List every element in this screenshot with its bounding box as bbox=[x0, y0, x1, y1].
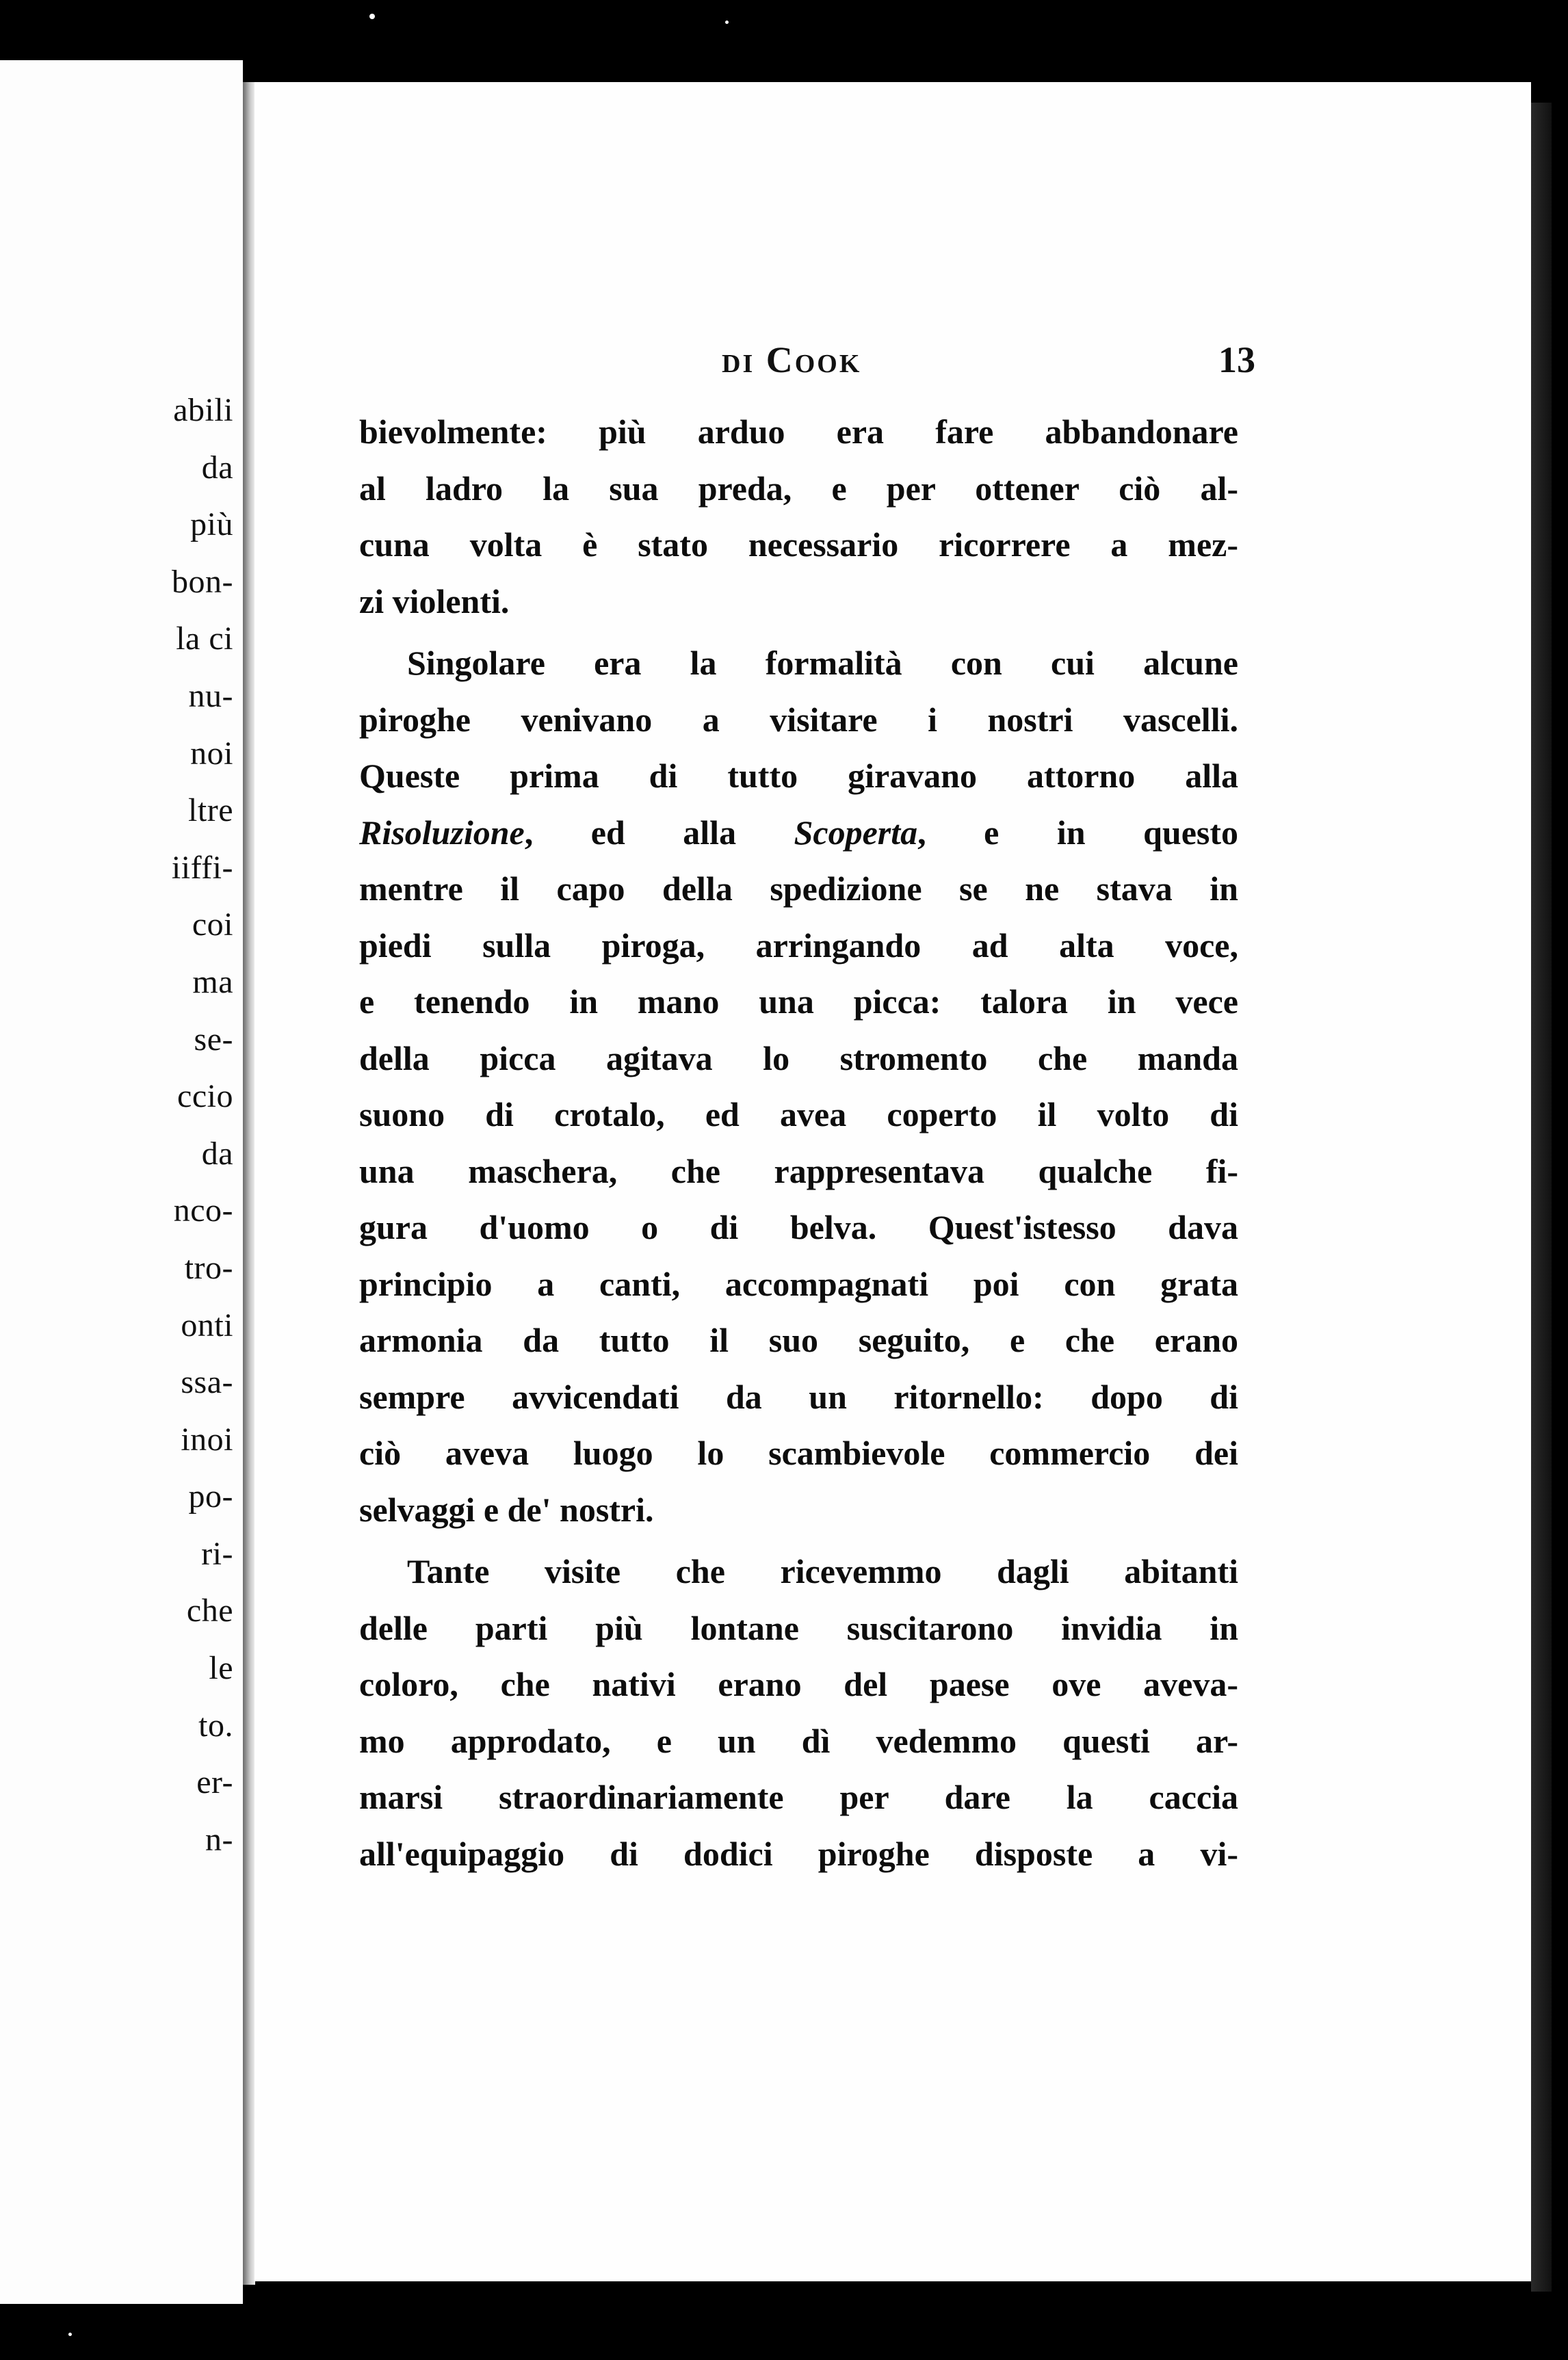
fragment: se- bbox=[194, 1021, 233, 1058]
running-title: di Cook bbox=[722, 339, 862, 380]
fragment: noi bbox=[190, 735, 233, 772]
fragment: coi bbox=[192, 906, 233, 943]
text-line: sempre avvicendati da un ritornello: dopo di bbox=[359, 1377, 1238, 1416]
text-line: Tante visite che ricevemmo dagli abitanti bbox=[407, 1552, 1238, 1590]
text-line: piroghe venivano a visitare i nostri vascelli. bbox=[359, 700, 1238, 739]
text-line: della picca agitava lo stromento che manda bbox=[359, 1038, 1238, 1077]
text-line: ciò aveva luogo lo scambievole commercio dei bbox=[359, 1434, 1238, 1472]
fragment: ccio bbox=[177, 1078, 233, 1115]
text-line: gura d'uomo o di belva. Quest'istesso dava bbox=[359, 1208, 1238, 1246]
text-line: Singolare era la formalità con cui alcune bbox=[407, 644, 1238, 682]
text-line: mo approdato, e un dì vedemmo questi ar- bbox=[359, 1721, 1238, 1760]
fragment: to. bbox=[198, 1707, 233, 1744]
text-fragment: , e in questo bbox=[917, 813, 1238, 852]
fragment: iiffi- bbox=[171, 849, 233, 886]
fragment: ltre bbox=[188, 792, 233, 829]
fragment: nco- bbox=[173, 1192, 233, 1229]
text-line: selvaggi e de' nostri. bbox=[359, 1490, 654, 1529]
scan-speck bbox=[68, 2333, 72, 2336]
text-line: coloro, che nativi erano del paese ove aveva- bbox=[359, 1665, 1238, 1703]
fragment: ri- bbox=[201, 1535, 233, 1572]
fragment: da bbox=[201, 449, 233, 486]
text-line: cuna volta è stato necessario ricorrere a mez- bbox=[359, 525, 1238, 564]
text-line: una maschera, che rappresentava qualche fi- bbox=[359, 1151, 1238, 1190]
text-line: armonia da tutto il suo seguito, e che erano bbox=[359, 1321, 1238, 1359]
body-text bbox=[359, 404, 1238, 1882]
text-line: marsi straordinariamente per dare la caccia bbox=[359, 1778, 1238, 1816]
text-line: delle parti più lontane suscitarono invidia in bbox=[359, 1608, 1238, 1647]
ship-name-scoperta: Scoperta bbox=[794, 813, 918, 852]
fragment: inoi bbox=[181, 1421, 233, 1458]
text-line: al ladro la sua preda, e per ottener ciò al- bbox=[359, 469, 1238, 508]
fragment: po- bbox=[188, 1478, 233, 1515]
fragment: n- bbox=[205, 1821, 233, 1858]
text-line: zi violenti. bbox=[359, 581, 510, 620]
scan-speck bbox=[725, 21, 729, 24]
fragment: abili bbox=[173, 392, 233, 428]
page-edge-shadow bbox=[1531, 103, 1552, 2292]
text-line: piedi sulla piroga, arringando ad alta voce, bbox=[359, 926, 1238, 965]
fragment: onti bbox=[181, 1307, 233, 1343]
text-fragment: , ed alla bbox=[524, 813, 794, 852]
fragment: da bbox=[201, 1135, 233, 1172]
text-line: Queste prima di tutto giravano attorno alla bbox=[359, 757, 1238, 795]
fragment: più bbox=[190, 506, 233, 543]
text-line: e tenendo in mano una picca: talora in vece bbox=[359, 982, 1238, 1021]
ship-name-risoluzione: Risoluzione bbox=[359, 813, 525, 852]
text-line: all'equipaggio di dodici piroghe disposte a vi- bbox=[359, 1834, 1238, 1873]
text-line: bievolmente: più arduo era fare abbandonare bbox=[359, 412, 1238, 451]
fragment: che bbox=[186, 1592, 233, 1629]
scan-speck bbox=[369, 14, 375, 19]
left-facing-page bbox=[0, 60, 243, 2304]
text-line-with-italics bbox=[359, 804, 1238, 861]
running-head bbox=[369, 339, 1255, 386]
fragment: ma bbox=[192, 963, 233, 1000]
page-number: 13 bbox=[1218, 339, 1255, 380]
left-page-text-fragments bbox=[65, 382, 243, 1868]
text-line: suono di crotalo, ed avea coperto il volto di bbox=[359, 1095, 1238, 1133]
fragment: bon- bbox=[172, 563, 233, 600]
fragment: le bbox=[209, 1650, 233, 1687]
book-gutter bbox=[243, 82, 255, 2285]
text-line: mentre il capo della spedizione se ne stava in bbox=[359, 869, 1238, 908]
fragment: er- bbox=[196, 1764, 233, 1801]
fragment: ssa- bbox=[181, 1364, 233, 1401]
text-line: principio a canti, accompagnati poi con grata bbox=[359, 1264, 1238, 1303]
fragment: tro- bbox=[184, 1249, 233, 1286]
fragment: nu- bbox=[188, 677, 233, 714]
fragment: la ci bbox=[176, 620, 233, 657]
